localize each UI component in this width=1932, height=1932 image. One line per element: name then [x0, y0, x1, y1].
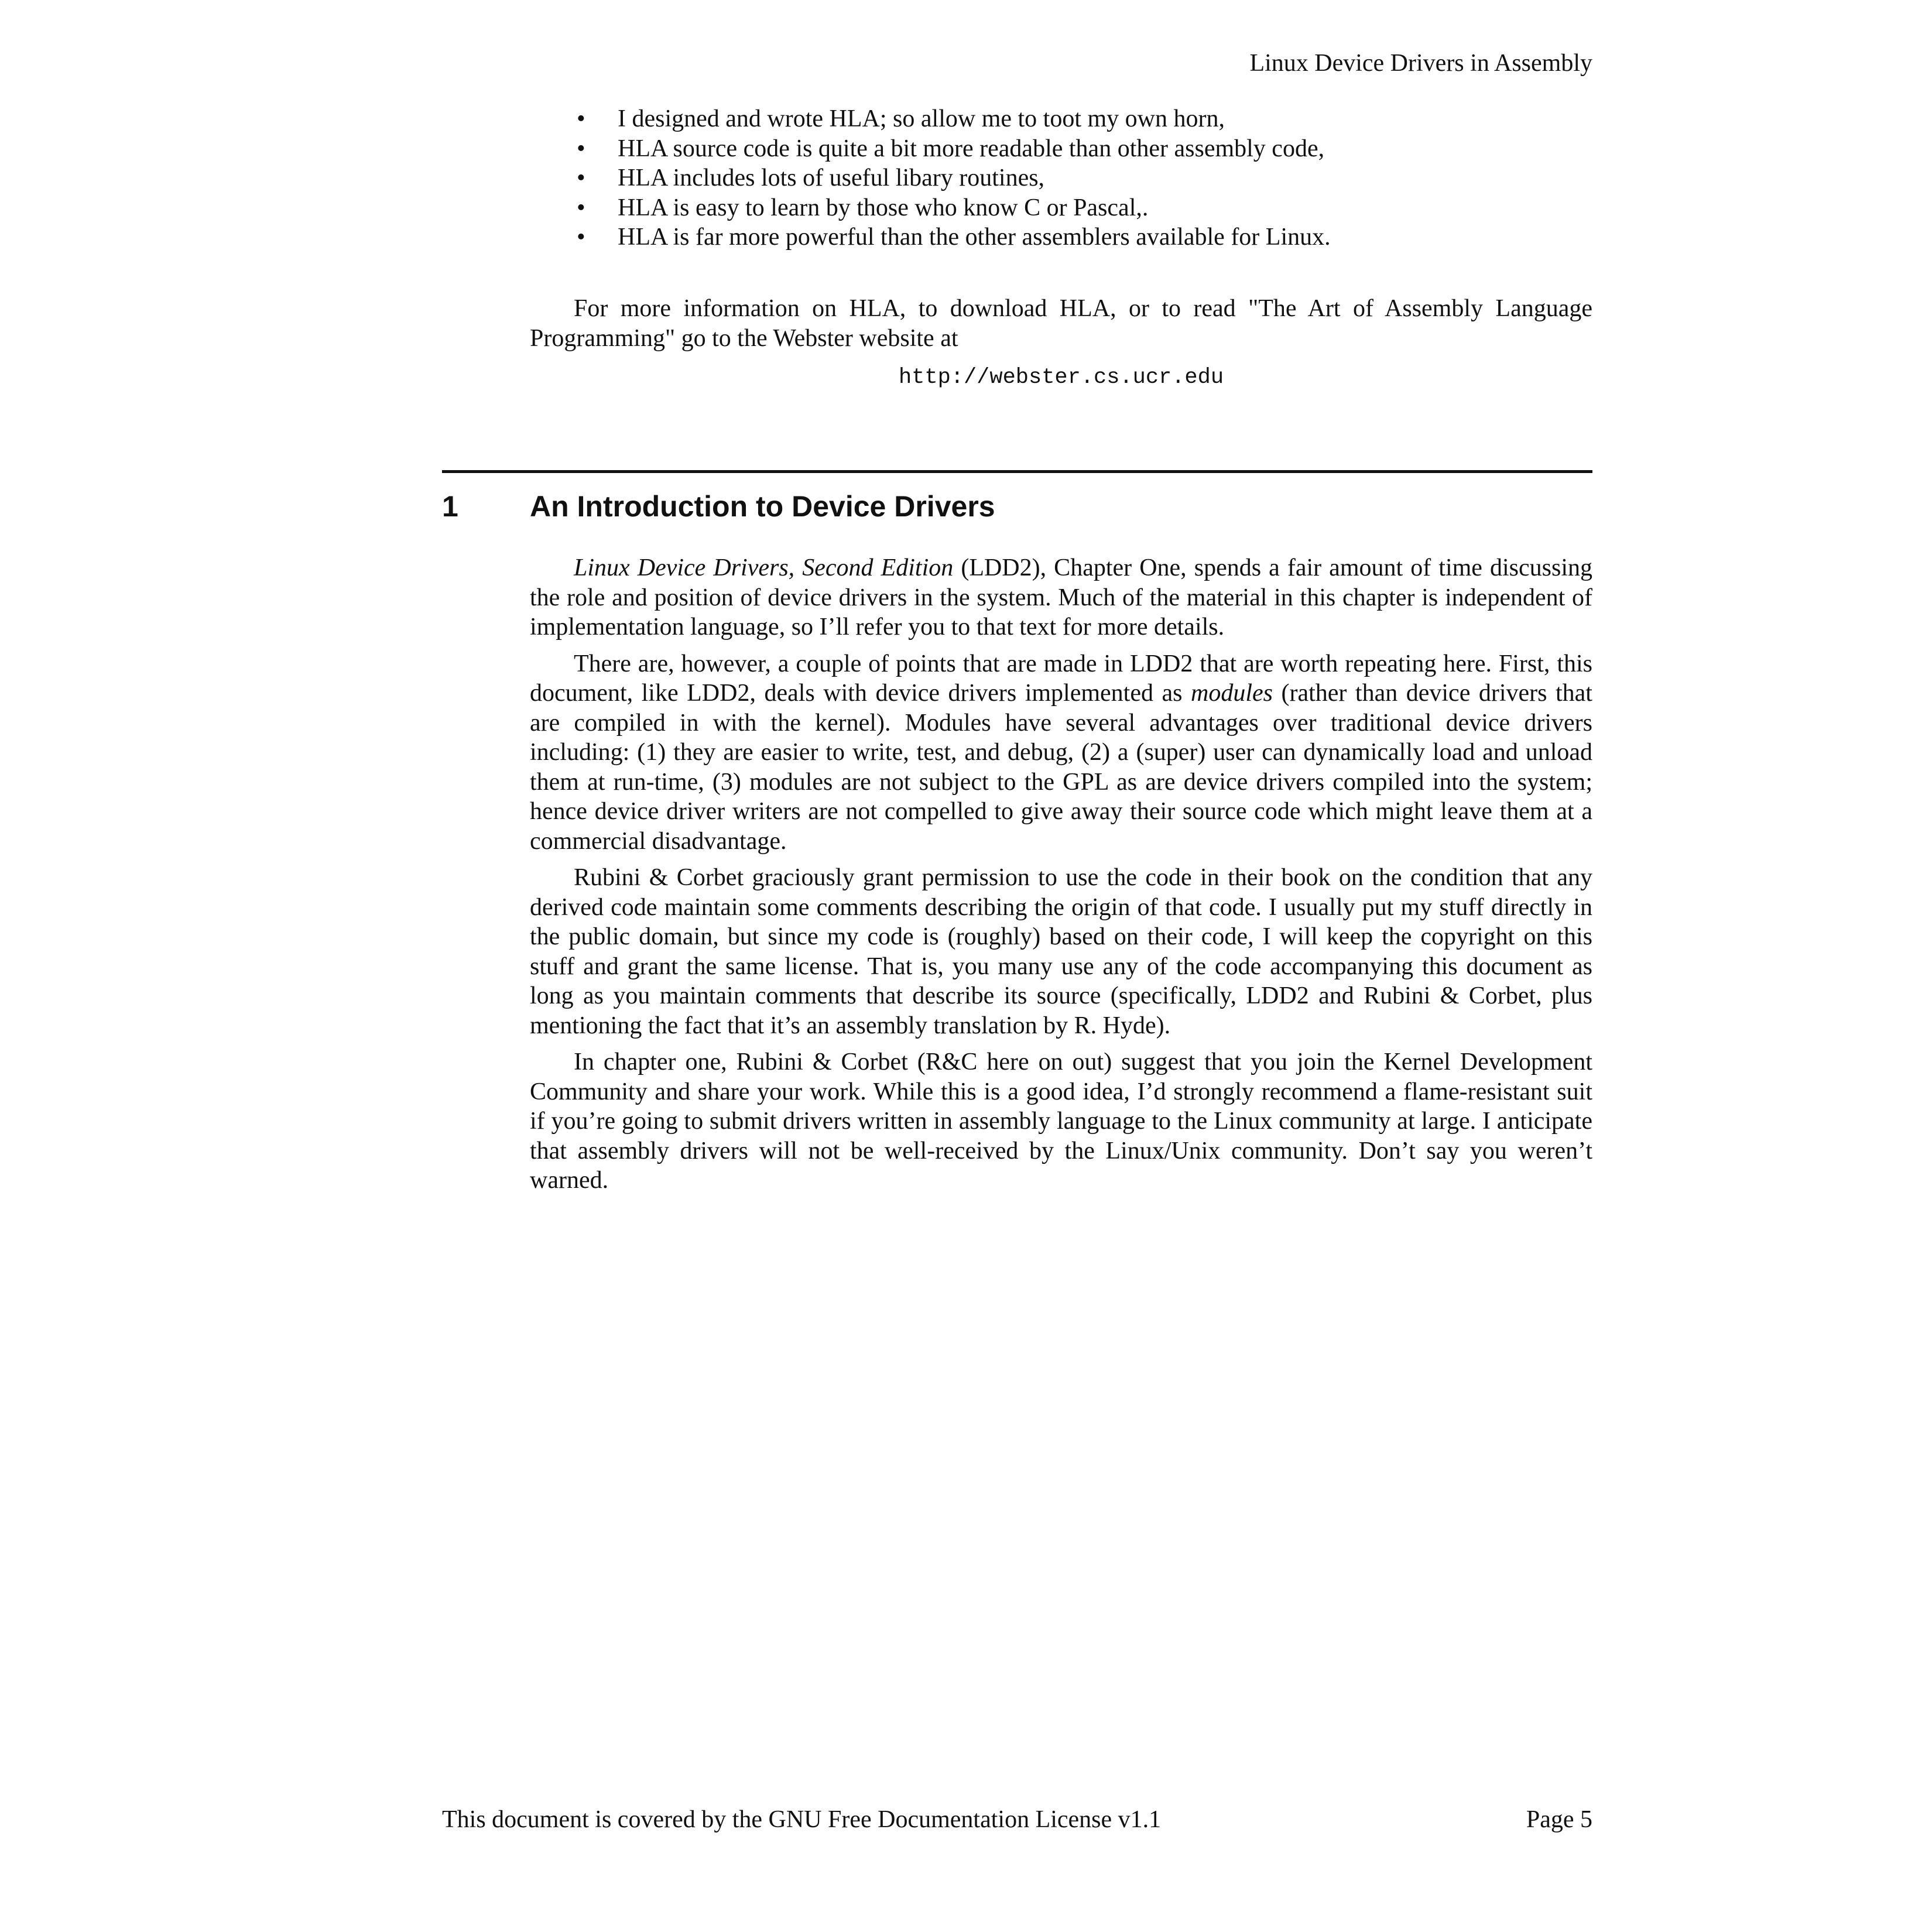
list-item	[530, 163, 1592, 193]
list-item	[530, 193, 1592, 223]
footer-license: This document is covered by the GNU Free Documentation License v1.1	[442, 1806, 1162, 1833]
list-item	[530, 134, 1592, 164]
list-item	[530, 104, 1592, 134]
webster-url-link[interactable]: http://webster.cs.ucr.edu	[898, 365, 1224, 390]
book-title: Linux Device Drivers, Second Edition	[574, 554, 954, 581]
list-item	[530, 222, 1592, 252]
paragraph-community: In chapter one, Rubini & Corbet (R&C here on out) suggest that you join the Kernel Development Community and share your work. While this is a good idea, I’d strongly recommend a flame-resistant suit if you’re going to submit drivers written in assembly language to the Linux community at large. I anticipate that assembly drivers will not be well-received by the Linux/Unix community. Don’t say you weren’t warned.	[530, 1049, 1592, 1194]
bullet-icon: •	[577, 224, 585, 251]
bullet-text: HLA includes lots of useful libary routines,	[618, 165, 1045, 191]
bullet-text: HLA is far more powerful than the other assemblers available for Linux.	[618, 224, 1331, 251]
bullet-icon: •	[577, 165, 585, 191]
paragraph-text: There are, however, a couple of points that are made in LDD2 that are worth repeating here. First, this document, like LDD2, deals with device drivers implemented as	[530, 650, 1592, 707]
paragraph-ldd2-intro	[530, 553, 1592, 642]
bullet-text: I designed and wrote HLA; so allow me to toot my own horn,	[618, 105, 1225, 132]
paragraph-text: (rather than device drivers that are compiled in with the kernel). Modules have several advantages over traditional device drivers including: (1) they are easier to write, test, and debug, (2) a (super) user can dynamically load and unload them at run-time, (3) modules are not subject to the GPL as are device drivers compiled into the system; hence device driver writers are not compelled to give away their source code which might leave them at a commercial disadvantage.	[530, 680, 1592, 855]
paragraph-modules	[530, 649, 1592, 857]
emphasis-modules: modules	[1190, 680, 1273, 707]
paragraph-license: Rubini & Corbet graciously grant permission to use the code in their book on the condition that any derived code maintain some comments describing the origin of that code. I usually put my stuff directly in the public domain, but since my code is (roughly) based on their code, I will keep the copyright on this stuff and grant the same license. That is, you many use any of the code accompanying this document as long as you maintain comments that describe its source (specifically, LDD2 and Rubini & Corbet, plus mentioning the fact that it’s an assembly translation by R. Hyde).	[530, 864, 1592, 1039]
section-body	[530, 553, 1592, 1203]
bullet-text: HLA is easy to learn by those who know C or Pascal,.	[618, 194, 1149, 221]
bullet-icon: •	[577, 105, 585, 132]
bullet-list	[530, 104, 1592, 252]
bullet-icon: •	[577, 135, 585, 162]
section-title: An Introduction to Device Drivers	[530, 490, 995, 523]
paragraph-text: (LDD2), Chapter One, spends a fair amount of time discussing the role and position of device drivers in the system. Much of the material in this chapter is independent of implementation language, so I’ll refer you to that text for more details.	[530, 554, 1593, 640]
hla-info-paragraph: For more information on HLA, to download HLA, or to read "The Art of Assembly Language Programming" go to the Webster website at	[530, 295, 1592, 352]
page-number: Page 5	[1526, 1806, 1592, 1833]
bullet-text: HLA source code is quite a bit more readable than other assembly code,	[618, 135, 1325, 162]
section-divider	[442, 470, 1592, 473]
hla-info-block	[530, 294, 1592, 360]
running-header: Linux Device Drivers in Assembly	[1249, 50, 1592, 77]
bullet-icon: •	[577, 194, 585, 221]
section-number: 1	[442, 490, 458, 523]
